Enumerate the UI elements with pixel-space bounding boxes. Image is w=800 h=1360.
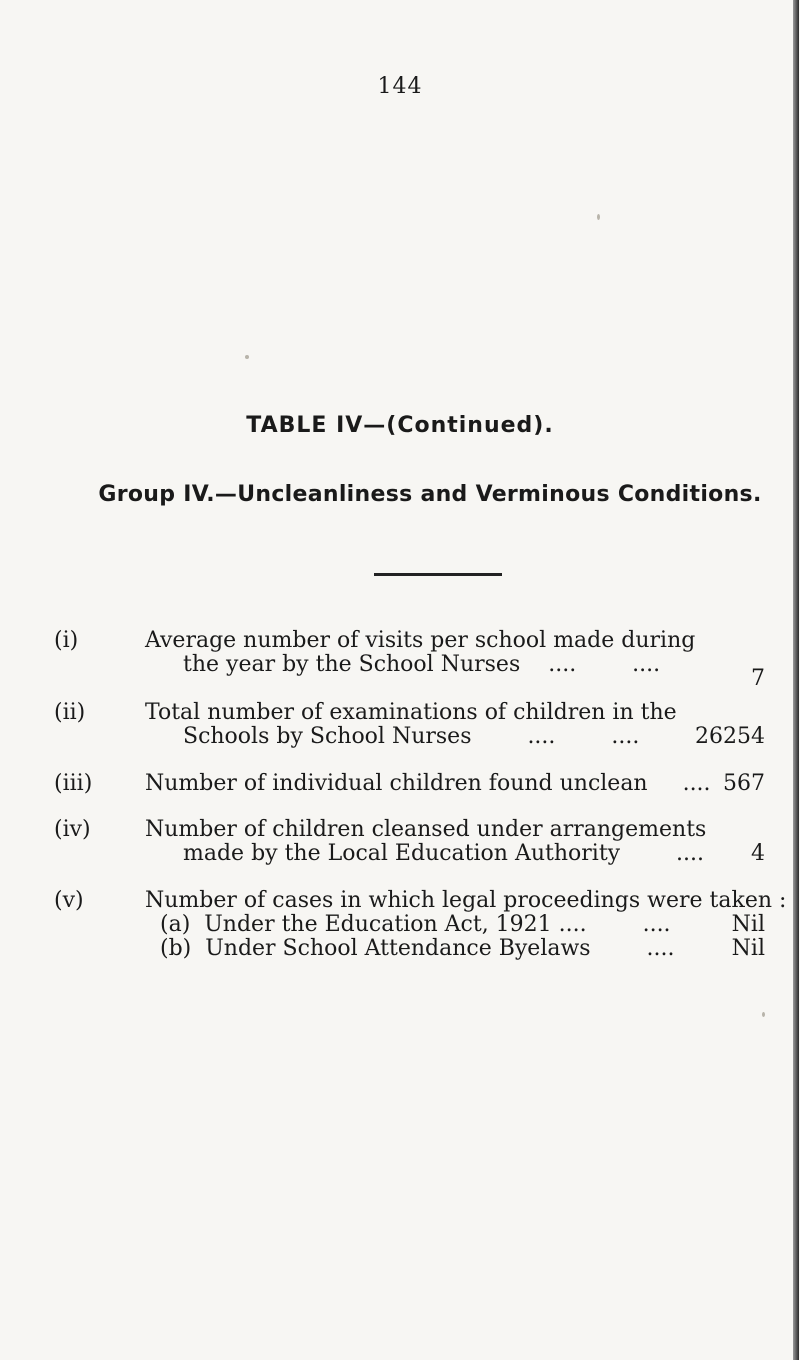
scan-speck <box>597 214 600 220</box>
subitem-label: (a) Under the Education Act, 1921 .... .... <box>160 912 671 937</box>
scan-speck <box>762 1012 765 1017</box>
item-value: 26254 <box>695 724 765 749</box>
subitem-label: (b) Under School Attendance Byelaws .... <box>160 936 675 961</box>
section-divider <box>374 573 502 576</box>
item-text-line: Total number of examinations of children in the <box>145 700 677 725</box>
item-value: 7 <box>751 666 765 691</box>
scan-speck <box>245 355 249 359</box>
item-text-line: made by the Local Education Authority .... <box>183 841 705 866</box>
item-number: (iii) <box>54 771 93 796</box>
item-number: (i) <box>54 628 79 653</box>
item-text-line: Number of individual children found unclean .... <box>145 771 711 796</box>
item-value: 567 <box>723 771 765 796</box>
item-text-line: Average number of visits per school made during <box>145 628 696 653</box>
item-number: (ii) <box>54 700 86 725</box>
table-title: TABLE IV—(Continued). <box>246 413 554 438</box>
item-value: 4 <box>751 841 765 866</box>
item-text-line: Schools by School Nurses .... .... <box>183 724 640 749</box>
page-number: 144 <box>377 74 423 99</box>
group-title: Group IV.—Uncleanliness and Verminous Conditions. <box>98 482 762 507</box>
item-number: (v) <box>54 888 84 913</box>
subitem-value: Nil <box>731 912 765 937</box>
item-text-line: Number of cases in which legal proceedings were taken : <box>145 888 787 913</box>
item-number: (iv) <box>54 817 91 842</box>
subitem-value: Nil <box>731 936 765 961</box>
page-edge-shadow <box>793 0 799 1360</box>
item-text-line: Number of children cleansed under arrangements <box>145 817 707 842</box>
item-text-line: the year by the School Nurses .... .... <box>183 652 661 677</box>
